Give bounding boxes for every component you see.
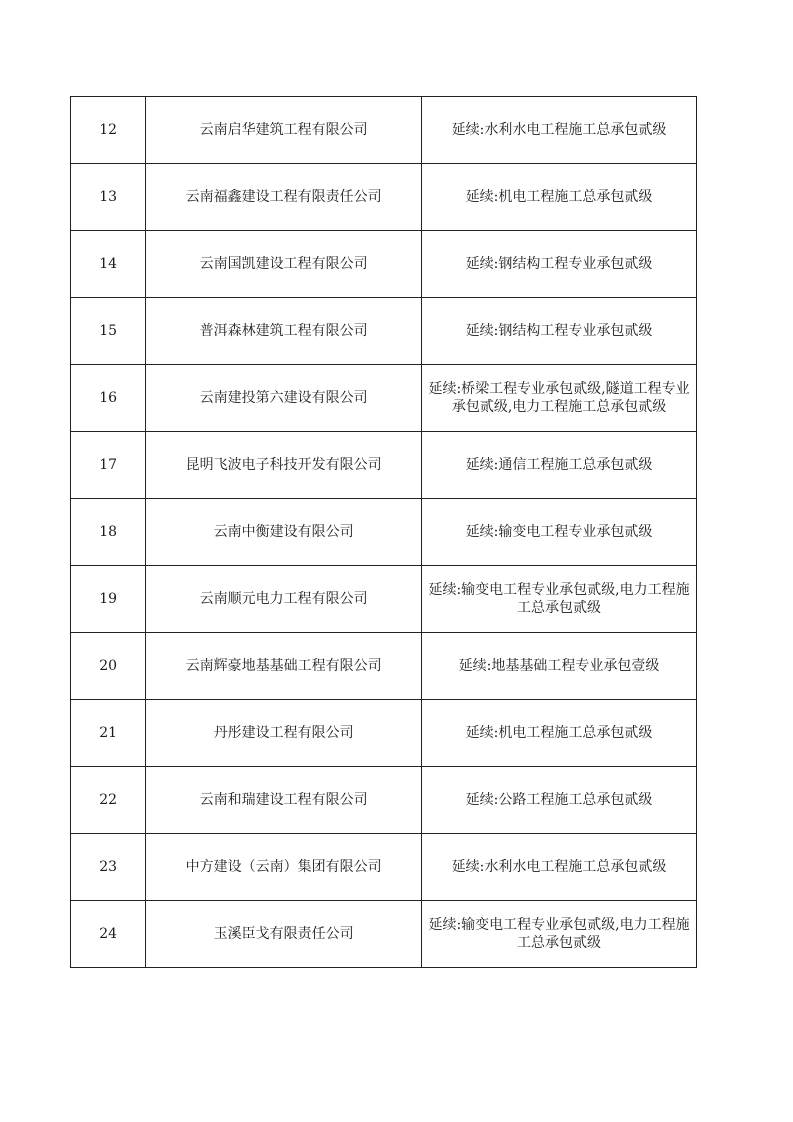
- company-name: 中方建设（云南）集团有限公司: [146, 834, 422, 901]
- company-name: 云南和瑞建设工程有限公司: [146, 767, 422, 834]
- table-row: [71, 164, 697, 231]
- qualification-text: 延续:输变电工程专业承包贰级: [422, 499, 697, 566]
- table-row: [71, 767, 697, 834]
- qualification-table: [70, 96, 697, 968]
- row-number: 21: [71, 700, 146, 767]
- qualification-text: 延续:输变电工程专业承包贰级,电力工程施工总承包贰级: [422, 566, 697, 633]
- row-number: 14: [71, 231, 146, 298]
- table-row: [71, 432, 697, 499]
- qualification-text: 延续:机电工程施工总承包贰级: [422, 164, 697, 231]
- table-row: [71, 700, 697, 767]
- company-name: 云南启华建筑工程有限公司: [146, 97, 422, 164]
- company-name: 云南国凯建设工程有限公司: [146, 231, 422, 298]
- qualification-text: 延续:钢结构工程专业承包贰级: [422, 298, 697, 365]
- company-name: 普洱森林建筑工程有限公司: [146, 298, 422, 365]
- row-number: 20: [71, 633, 146, 700]
- qualification-text: 延续:通信工程施工总承包贰级: [422, 432, 697, 499]
- qualification-text: 延续:地基基础工程专业承包壹级: [422, 633, 697, 700]
- qualification-text: 延续:公路工程施工总承包贰级: [422, 767, 697, 834]
- table-row: [71, 499, 697, 566]
- company-name: 云南建投第六建设有限公司: [146, 365, 422, 432]
- table-row: [71, 834, 697, 901]
- row-number: 22: [71, 767, 146, 834]
- company-name: 云南辉豪地基基础工程有限公司: [146, 633, 422, 700]
- company-name: 云南福鑫建设工程有限责任公司: [146, 164, 422, 231]
- row-number: 13: [71, 164, 146, 231]
- table-row: [71, 97, 697, 164]
- company-name: 云南中衡建设有限公司: [146, 499, 422, 566]
- qualification-text: 延续:水利水电工程施工总承包贰级: [422, 97, 697, 164]
- company-name: 丹彤建设工程有限公司: [146, 700, 422, 767]
- qualification-text: 延续:桥梁工程专业承包贰级,隧道工程专业承包贰级,电力工程施工总承包贰级: [422, 365, 697, 432]
- company-name: 云南顺元电力工程有限公司: [146, 566, 422, 633]
- table-row: [71, 901, 697, 968]
- row-number: 19: [71, 566, 146, 633]
- qualification-text: 延续:水利水电工程施工总承包贰级: [422, 834, 697, 901]
- row-number: 15: [71, 298, 146, 365]
- table-row: [71, 633, 697, 700]
- table-row: [71, 566, 697, 633]
- table-row: [71, 298, 697, 365]
- table-row: [71, 231, 697, 298]
- qualification-text: 延续:机电工程施工总承包贰级: [422, 700, 697, 767]
- qualification-text: 延续:钢结构工程专业承包贰级: [422, 231, 697, 298]
- row-number: 24: [71, 901, 146, 968]
- qualification-text: 延续:输变电工程专业承包贰级,电力工程施工总承包贰级: [422, 901, 697, 968]
- table-body: [71, 97, 697, 968]
- row-number: 23: [71, 834, 146, 901]
- table-row: [71, 365, 697, 432]
- company-name: 玉溪臣戈有限责任公司: [146, 901, 422, 968]
- row-number: 17: [71, 432, 146, 499]
- company-name: 昆明飞波电子科技开发有限公司: [146, 432, 422, 499]
- row-number: 16: [71, 365, 146, 432]
- row-number: 12: [71, 97, 146, 164]
- row-number: 18: [71, 499, 146, 566]
